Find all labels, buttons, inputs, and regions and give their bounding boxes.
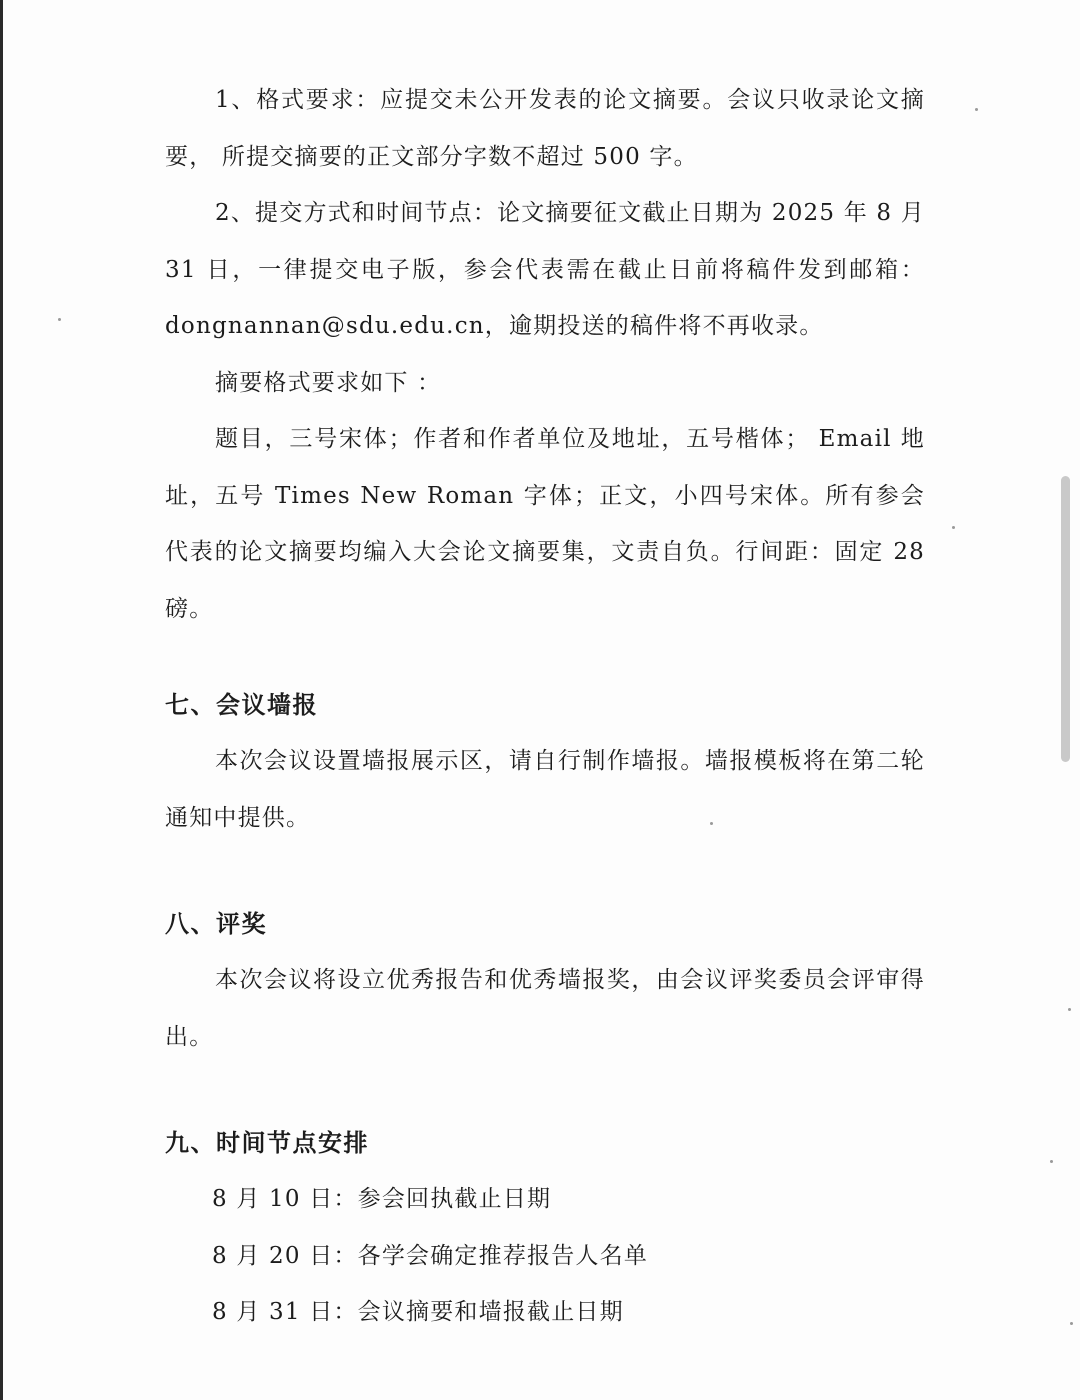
scan-speck bbox=[58, 318, 61, 321]
paragraph-abstract-format-details: 题目，三号宋体；作者和作者单位及地址，五号楷体； Email 地址，五号 Times New Roman 字体；正文，小四号宋体。所有参会代表的论文摘要均编入大会论文摘要集，文责自负。行间距：固定 28 磅。 bbox=[165, 426, 925, 622]
section-heading-poster: 七、会议墙报 bbox=[165, 690, 318, 719]
scan-speck bbox=[975, 108, 978, 111]
schedule-item: 8 月 31 日：会议摘要和墙报截止日期 bbox=[212, 1299, 624, 1325]
spacer bbox=[165, 1065, 925, 1115]
schedule-item: 8 月 20 日：各学会确定推荐报告人名单 bbox=[212, 1242, 649, 1269]
document-content bbox=[165, 72, 925, 1341]
paragraph-abstract-format-intro: 摘要格式要求如下 ： bbox=[215, 369, 442, 396]
spacer bbox=[165, 846, 925, 896]
paragraph-poster: 本次会议设置墙报展示区，请自行制作墙报。墙报模板将在第二轮通知中提供。 bbox=[165, 748, 925, 831]
paragraph-submission-deadline: 2、提交方式和时间节点：论文摘要征文截止日期为 2025 年 8 月 31 日，一律提交电子版，参会代表需在截止日前将稿件发到邮箱：dongnannan@sdu.edu.cn，逾期投送的稿件将不再收录。 bbox=[165, 200, 925, 339]
scan-speck bbox=[952, 526, 955, 529]
scan-speck bbox=[710, 822, 713, 825]
scan-speck bbox=[1050, 1160, 1053, 1163]
scan-speck bbox=[1068, 1008, 1071, 1011]
spacer bbox=[165, 637, 925, 677]
paragraph-format-requirements: 1、格式要求：应提交未公开发表的论文摘要。会议只收录论文摘要， 所提交摘要的正文部分字数不超过 500 字。 bbox=[165, 87, 925, 170]
paragraph-awards: 本次会议将设立优秀报告和优秀墙报奖，由会议评奖委员会评审得出。 bbox=[165, 967, 925, 1050]
scan-speck bbox=[1070, 1322, 1073, 1325]
schedule-item: 8 月 10 日：参会回执截止日期 bbox=[212, 1186, 552, 1212]
vertical-scrollbar-thumb[interactable] bbox=[1061, 476, 1070, 762]
section-heading-schedule: 九、时间节点安排 bbox=[165, 1128, 369, 1157]
page-left-edge bbox=[0, 0, 3, 1400]
section-heading-awards: 八、评奖 bbox=[165, 909, 267, 938]
